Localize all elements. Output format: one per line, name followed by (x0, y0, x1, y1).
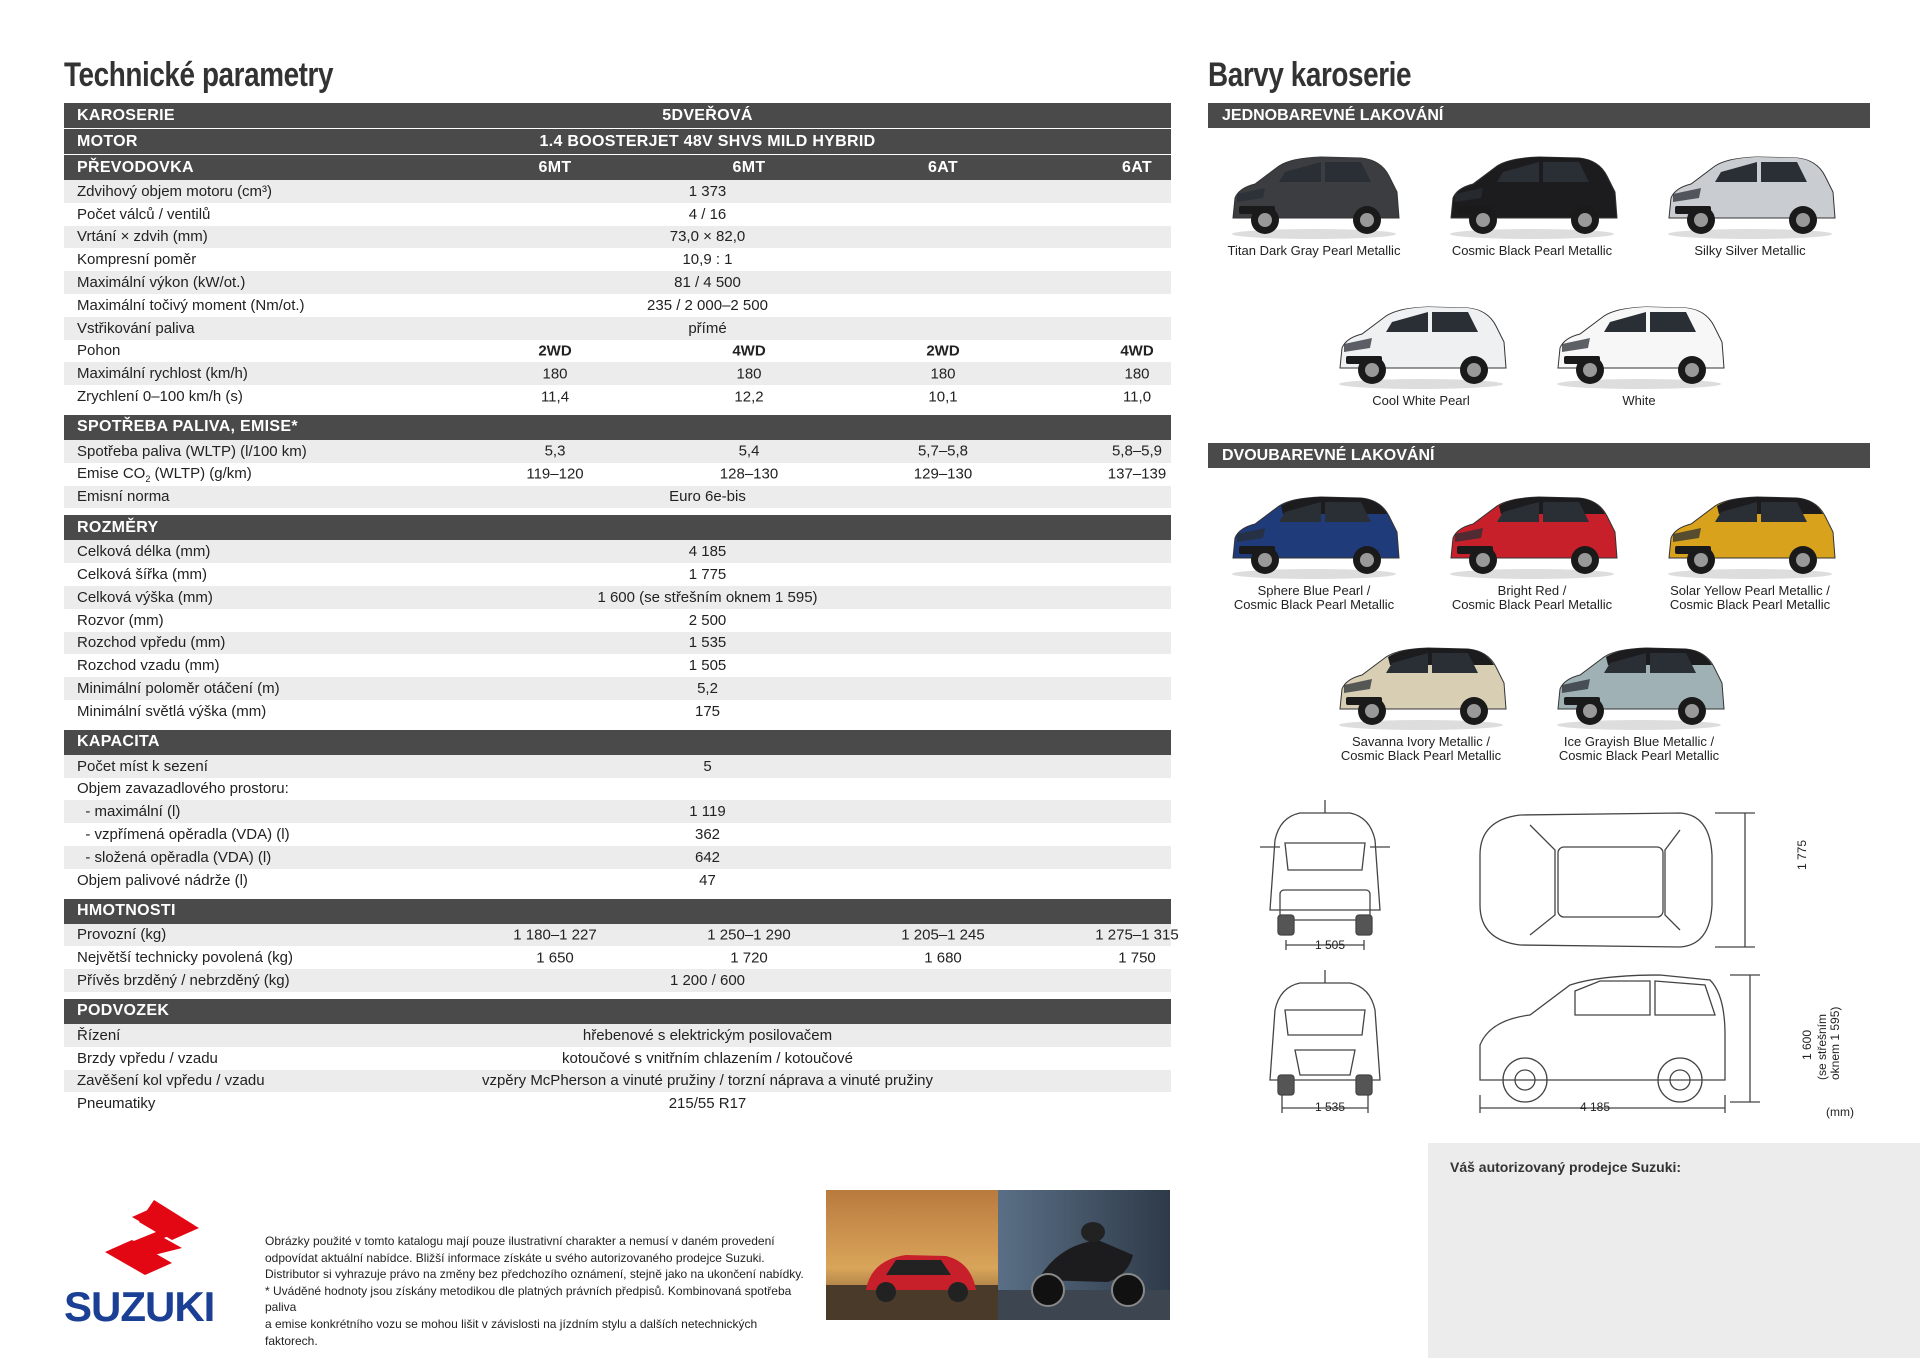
row-value: 73,0 × 82,0 (669, 228, 746, 246)
car-image (1657, 488, 1843, 580)
table-row (64, 180, 1171, 203)
front-view-drawing (1270, 970, 1380, 1113)
table-row (64, 700, 1171, 723)
row-value: 235 / 2 000–2 500 (647, 296, 768, 314)
row-value: 175 (694, 702, 721, 720)
zrychleni-col-3: 10,1 (928, 388, 958, 406)
row-value: 642 (694, 848, 721, 866)
zrychleni-row (64, 385, 1171, 408)
row-value: 4 185 (688, 543, 727, 561)
row-value: hřebenové s elektrickým posilovačem (582, 1026, 833, 1044)
table-row (64, 226, 1171, 249)
table-row (64, 1070, 1171, 1093)
kapacita-group (64, 755, 1171, 892)
car-image (1439, 488, 1625, 580)
row-value: 1 535 (688, 634, 727, 652)
row-label: Objem palivové nádrže (l) (77, 871, 248, 889)
row-label: Řízení (77, 1026, 121, 1044)
top-view-drawing (1480, 813, 1755, 947)
row-label: Maximální rychlost (km/h) (77, 365, 248, 383)
emise-col-2: 128–130 (719, 465, 779, 483)
table-row (64, 755, 1171, 778)
car-image (1546, 298, 1732, 390)
povolena-col-2: 1 720 (730, 949, 768, 967)
row-label: Rozchod vpředu (mm) (77, 634, 226, 652)
rychlost-col-3: 180 (930, 365, 956, 383)
row-label: Rozchod vzadu (mm) (77, 657, 220, 675)
disclaimer-line: * Uváděné hodnoty jsou získány metodikou dle platných právních předpisů. Kombinovaná spotřeba paliva (265, 1283, 792, 1315)
color-name: Silky Silver Metallic (1694, 243, 1806, 258)
podvozek-group (64, 1024, 1171, 1115)
table-row (64, 823, 1171, 846)
rozmery-bar (64, 515, 1171, 540)
table-row (64, 1047, 1171, 1070)
table-row (64, 586, 1171, 609)
spotreba-col-4: 5,8–5,9 (1111, 442, 1163, 460)
row-label: Objem zavazadlového prostoru: (77, 780, 289, 798)
emise-label-b: (WLTP) (g/km) (150, 464, 252, 482)
provozni-col-4: 1 275–1 315 (1095, 926, 1179, 944)
height-label: 1 600 (1800, 1029, 1814, 1060)
table-row (64, 846, 1171, 869)
color-name: Ice Grayish Blue Metallic / Cosmic Black Pearl Metallic (1558, 734, 1720, 763)
color-name: White (1622, 393, 1656, 408)
row-label: Největší technicky povolená (kg) (77, 949, 293, 967)
row-value: kotoučové s vnitřním chlazením / kotoučové (562, 1049, 853, 1067)
car-image (1328, 639, 1514, 731)
technical-params-title: Technické parametry (64, 56, 334, 94)
rozmery-header: ROZMĚRY (77, 518, 159, 536)
dimension-drawings (1240, 795, 1865, 1125)
color-swatch-mono-2 (1439, 148, 1625, 258)
disclaimer-line: odpovídat aktuální nabídce. Bližší informace získáte u svého autorizovaného prodejce Suzuki. (265, 1250, 765, 1265)
row-value: vzpěry McPherson a vinuté pružiny / torzní náprava a vinuté pružiny (481, 1072, 934, 1090)
emise-row (64, 463, 1171, 486)
row-value: 1 373 (688, 182, 727, 200)
row-label: Počet míst k sezení (77, 757, 208, 775)
emise-col-4: 137–139 (1107, 465, 1167, 483)
pohon-row (64, 340, 1171, 363)
spotreba-header: SPOTŘEBA PALIVA, EMISE* (77, 418, 298, 436)
row-label: Pohon (77, 342, 121, 360)
table-row (64, 609, 1171, 632)
rozmery-group (64, 540, 1171, 722)
row-value: 47 (699, 871, 716, 889)
row-label: Brzdy vpředu / vzadu (77, 1049, 218, 1067)
color-name: Sphere Blue Pearl / Cosmic Black Pearl Metallic (1233, 583, 1395, 612)
row-value: 5,2 (697, 680, 718, 698)
row-label: Zavěšení kol vpředu / vzadu (77, 1072, 265, 1090)
zrychleni-col-2: 12,2 (734, 388, 764, 406)
pohon-col-2: 4WD (732, 342, 766, 360)
row-label: Provozní (kg) (77, 926, 167, 944)
pohon-col-1: 2WD (538, 342, 572, 360)
table-row (64, 317, 1171, 340)
table-row (64, 294, 1171, 317)
table-row (64, 1092, 1171, 1115)
podvozek-bar (64, 999, 1171, 1024)
color-swatch-mono-3 (1657, 148, 1843, 258)
emise-label-sub: 2 (145, 473, 151, 484)
color-swatch-duo-3 (1657, 488, 1843, 612)
front-track-label: 1 535 (1315, 1100, 1346, 1114)
side-view-drawing (1480, 975, 1760, 1113)
emise-col-1: 119–120 (526, 465, 584, 483)
suzuki-wordmark: SUZUKI (64, 1283, 215, 1330)
row-label: Maximální točivý moment (Nm/ot.) (77, 296, 305, 314)
car-image (1439, 148, 1625, 240)
table-row (64, 1024, 1171, 1047)
color-name: Savanna Ivory Metallic / Cosmic Black Pearl Metallic (1340, 734, 1502, 763)
table-row (64, 800, 1171, 823)
hmotnosti-header: HMOTNOSTI (77, 902, 176, 920)
dealer-label: Váš autorizovaný prodejce Suzuki: (1450, 1159, 1682, 1175)
pohon-col-3: 2WD (926, 342, 960, 360)
car-image (1221, 488, 1407, 580)
row-label: - maximální (l) (77, 803, 181, 821)
disclaimer-text (265, 1233, 810, 1349)
prevodovka-col-1: 6MT (538, 158, 572, 176)
rychlost-col-2: 180 (736, 365, 762, 383)
row-label: Vrtání × zdvih (mm) (77, 228, 208, 246)
color-name: Bright Red / Cosmic Black Pearl Metallic (1451, 583, 1613, 612)
provozni-col-1: 1 180–1 227 (513, 926, 597, 944)
povolena-col-3: 1 680 (924, 949, 962, 967)
table-row (64, 540, 1171, 563)
prevodovka-bar (64, 155, 1171, 180)
row-label: - vzpřímená opěradla (VDA) (l) (77, 826, 290, 844)
zrychleni-col-1: 11,4 (540, 388, 570, 406)
body-colors-title: Barvy karoserie (1208, 56, 1412, 94)
table-row (64, 632, 1171, 655)
row-value: přímé (688, 319, 727, 337)
spotreba-row (64, 440, 1171, 463)
row-label: Minimální poloměr otáčení (m) (77, 680, 280, 698)
row-value: 215/55 R17 (668, 1095, 747, 1113)
spec-table (64, 103, 1179, 1115)
kapacita-header: KAPACITA (77, 733, 160, 751)
emise-col-3: 129–130 (913, 465, 973, 483)
spotreba-col-3: 5,7–5,8 (917, 442, 969, 460)
row-value: 5 (703, 757, 712, 775)
provozni-row (64, 924, 1179, 947)
color-name: Cosmic Black Pearl Metallic (1451, 243, 1613, 258)
povolena-col-4: 1 750 (1118, 949, 1156, 967)
row-value: 4 / 16 (688, 205, 727, 223)
norma-row (64, 486, 1171, 509)
row-label: Zrychlení 0–100 km/h (s) (77, 388, 243, 406)
width-label: 1 775 (1795, 839, 1809, 870)
povolena-col-1: 1 650 (536, 949, 574, 967)
provozni-col-2: 1 250–1 290 (707, 926, 791, 944)
table-row (64, 203, 1171, 226)
podvozek-header: PODVOZEK (77, 1002, 170, 1020)
table-row (64, 677, 1171, 700)
color-swatch-mono-4 (1328, 298, 1514, 408)
mono-header: JEDNOBAREVNÉ LAKOVÁNÍ (1208, 103, 1870, 128)
row-label: Vstřikování paliva (77, 319, 195, 337)
color-swatch-mono-5 (1546, 298, 1732, 408)
row-value: 1 600 (se střešním oknem 1 595) (597, 588, 818, 606)
row-label: Rozvor (mm) (77, 611, 164, 629)
prevodovka-col-3: 6AT (928, 158, 958, 176)
color-swatch-mono-1 (1221, 148, 1407, 258)
row-value: 1 775 (688, 566, 727, 584)
car-image (1657, 148, 1843, 240)
rychlost-col-1: 180 (542, 365, 568, 383)
color-swatch-duo-5 (1546, 639, 1732, 763)
table-row (64, 248, 1171, 271)
car-image (1546, 639, 1732, 731)
row-value: 1 505 (688, 657, 727, 675)
row-label: Spotřeba paliva (WLTP) (l/100 km) (77, 442, 307, 460)
suzuki-logo (64, 1200, 244, 1330)
height-note-2: oknem 1 595) (1828, 1006, 1842, 1080)
row-value: 362 (694, 826, 721, 844)
color-name: Titan Dark Gray Pearl Metallic (1227, 243, 1401, 258)
zrychleni-col-4: 11,0 (1122, 388, 1152, 406)
pohon-col-4: 4WD (1120, 342, 1154, 360)
prives-row (64, 969, 1171, 992)
color-swatch-duo-4 (1328, 639, 1514, 763)
row-value: Euro 6e-bis (669, 488, 746, 506)
spotreba-col-2: 5,4 (738, 442, 760, 460)
length-label: 4 185 (1580, 1100, 1611, 1114)
spotreba-group (64, 440, 1171, 508)
row-value: 1 119 (689, 803, 726, 821)
povolena-row (64, 946, 1171, 969)
row-value: 10,9 : 1 (682, 251, 733, 269)
color-name: Solar Yellow Pearl Metallic / Cosmic Black Pearl Metallic (1669, 583, 1831, 612)
hmotnosti-group (64, 924, 1179, 992)
karoserie-label: KAROSERIE (77, 106, 175, 124)
motor-label: MOTOR (77, 132, 138, 150)
row-label: Zdvihový objem motoru (cm³) (77, 182, 273, 200)
car-image (1328, 298, 1514, 390)
photo-red-car (826, 1190, 998, 1320)
row-label: Celková délka (mm) (77, 543, 211, 561)
disclaimer-line: Distributor si vyhrazuje právo na změny bez předchozího oznámení, stejně jako na ukončení nabídky. (265, 1267, 804, 1282)
duo-header: DVOUBAREVNÉ LAKOVÁNÍ (1208, 443, 1870, 468)
row-label: Maximální výkon (kW/ot.) (77, 274, 246, 292)
table-row (64, 654, 1171, 677)
disclaimer-line: a emise konkrétního vozu se mohou lišit v závislosti na jízdním stylu a dalších netechnických faktorech. (265, 1316, 758, 1348)
row-label: Minimální světlá výška (mm) (77, 702, 267, 720)
hmotnosti-bar (64, 899, 1171, 924)
color-name: Cool White Pearl (1372, 393, 1470, 408)
unit-label: (mm) (1826, 1105, 1854, 1119)
row-value: 1 200 / 600 (669, 972, 746, 989)
row-label: Kompresní poměr (77, 251, 197, 269)
motor-bar (64, 129, 1171, 154)
prevodovka-col-4: 6AT (1122, 158, 1152, 176)
color-swatch-duo-2 (1439, 488, 1625, 612)
row-label: Počet válců / ventilů (77, 205, 211, 223)
photo-motorbike (998, 1190, 1170, 1320)
karoserie-value: 5DVEŘOVÁ (662, 106, 753, 124)
motor-value: 1.4 BOOSTERJET 48V SHVS MILD HYBRID (539, 132, 876, 150)
row-label: - složená opěradla (VDA) (l) (77, 848, 272, 866)
spotreba-bar (64, 415, 1171, 440)
car-image (1221, 148, 1407, 240)
prevodovka-col-2: 6MT (732, 158, 766, 176)
disclaimer-line: Obrázky použité v tomto katalogu mají pouze ilustrativní charakter a nemusí v daném provedení (265, 1234, 775, 1248)
table-row (64, 778, 1171, 801)
row-label: Pneumatiky (77, 1095, 156, 1113)
height-note-1: (se střešním (1815, 1013, 1829, 1080)
rear-view-drawing (1260, 800, 1390, 950)
prevodovka-label: PŘEVODOVKA (77, 158, 194, 176)
kapacita-bar (64, 730, 1171, 755)
row-value: 81 / 4 500 (674, 274, 741, 292)
dealer-box (1428, 1143, 1920, 1358)
provozni-col-3: 1 205–1 245 (901, 926, 985, 944)
row-label: Přívěs brzděný / nebrzděný (kg) (77, 972, 290, 989)
row-value: 2 500 (688, 611, 727, 629)
suzuki-s-icon (64, 1200, 244, 1280)
emise-label-a: Emise CO (77, 464, 146, 482)
table-row (64, 563, 1171, 586)
rychlost-col-4: 180 (1124, 365, 1150, 383)
row-label: Celková výška (mm) (77, 588, 213, 606)
karoserie-bar (64, 103, 1171, 128)
rychlost-row (64, 362, 1171, 385)
rear-track-label: 1 505 (1315, 938, 1346, 952)
table-row (64, 271, 1171, 294)
table-row (64, 869, 1171, 892)
engine-group (64, 180, 1171, 408)
color-swatch-duo-1 (1221, 488, 1407, 612)
row-label: Emisní norma (77, 488, 170, 506)
row-label: Celková šířka (mm) (77, 566, 208, 584)
spotreba-col-1: 5,3 (544, 442, 566, 460)
